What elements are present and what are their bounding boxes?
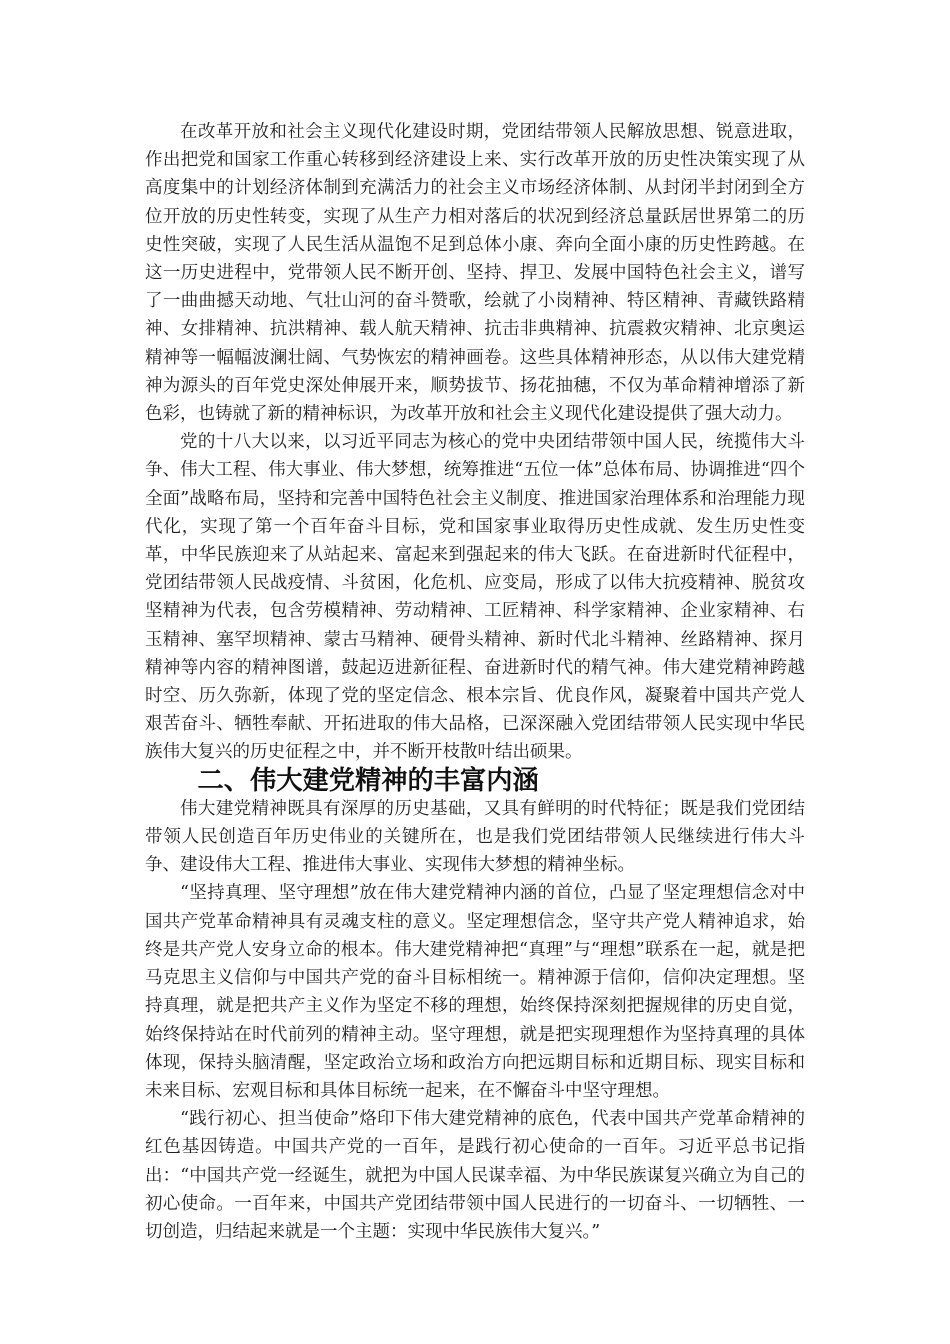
paragraph-new-era: 党的十八大以来，以习近平同志为核心的党中央团结带领中国人民，统揽伟大斗争、伟大工程、伟大事业、伟大梦想，统筹推进“五位一体”总体布局、协调推进“四个全面”战略布局，坚持和完善中国特色社会主义制度、推进国家治理体系和治理能力现代化，实现了第一个百年奋斗目标，党和国家事业取得历史性成就、发生历史性变革，中华民族迎来了从站起来、富起来到强起来的伟大飞跃。在奋进新时代征程中，党团结带领人民战疫情、斗贫困，化危机、应变局，形成了以伟大抗疫精神、脱贫攻坚精神为代表，包含劳模精神、劳动精神、工匠精神、科学家精神、企业家精神、右玉精神、塞罕坝精神、蒙古马精神、硬骨头精神、新时代北斗精神、丝路精神、探月精神等内容的精神图谱，鼓起迈进新征程、奋进新时代的精气神。伟大建党精神跨越时空、历久弥新，体现了党的坚定信念、根本宗旨、优良作风，凝聚着中国共产党人艰苦奋斗、牺牲奉献、开拓进取的伟大品格，已深深融入党团结带领人民实现中华民族伟大复兴的历史征程之中，并不断开枝散叶结出硕果。 (145, 432, 805, 763)
section-heading: 二、伟大建党精神的丰富内涵 (197, 764, 539, 796)
paragraph-truth-ideal: “坚持真理、坚守理想”放在伟大建党精神内涵的首位，凸显了坚定理想信念对中国共产党革命精神具有灵魂支柱的意义。坚定理想信念，坚守共产党人精神追求，始终是共产党人安身立命的根本。伟大建党精神把“真理”与“理想”联系在一起，就是把马克思主义信仰与中国共产党的奋斗目标相统一。精神源于信仰，信仰决定理想。坚持真理，就是把共产主义作为坚定不移的理想，始终保持深刻把握规律的历史自觉，始终保持站在时代前列的精神主动。坚守理想，就是把实现理想作为坚持真理的具体体现，保持头脑清醒，坚定政治立场和政治方向把远期目标和近期目标、现实目标和未来目标、宏观目标和具体目标统一起来，在不懈奋斗中坚守理想。 (145, 883, 805, 1101)
paragraph-reform-era: 在改革开放和社会主义现代化建设时期，党团结带领人民解放思想、锐意进取，作出把党和国家工作重心转移到经济建设上来、实行改革开放的历史性决策实现了从高度集中的计划经济体制到充满活力的社会主义市场经济体制、从封闭半封闭到全方位开放的历史性转变，实现了从生产力相对落后的状况到经济总量跃居世界第二的历史性突破，实现了人民生活从温饱不足到总体小康、奔向全面小康的历史性跨越。在这一历史进程中，党带领人民不断开创、坚持、捍卫、发展中国特色社会主义，谱写了一曲曲撼天动地、气壮山河的奋斗赞歌，绘就了小岗精神、特区精神、青藏铁路精神、女排精神、抗洪精神、载人航天精神、抗击非典精神、抗震救灾精神、北京奥运精神等一幅幅波澜壮阔、气势恢宏的精神画卷。这些具体精神形态，从以伟大建党精神为源头的百年党史深处伸展开来，顺势拔节、扬花抽穗，不仅为革命精神增添了新色彩，也铸就了新的精神标识，为改革开放和社会主义现代化建设提供了强大动力。 (145, 122, 805, 425)
paragraph-mission: “践行初心、担当使命”烙印下伟大建党精神的底色，代表中国共产党革命精神的红色基因铸造。中国共产党的一百年，是践行初心使命的一百年。习近平总书记指出：“中国共产党一经诞生，就把为中国人民谋幸福、为中华民族谋复兴确立为自己的初心使命。一百年来，中国共产党团结带领中国人民进行的一切奋斗、一切牺牲、一切创造，归结起来就是一个主题：实现中华民族伟大复兴。” (145, 1109, 805, 1242)
document-page (145, 118, 805, 1246)
paragraph-intro: 伟大建党精神既具有深厚的历史基础，又具有鲜明的时代特征；既是我们党团结带领人民创造百年历史伟业的关键所在，也是我们党团结带领人民继续进行伟大斗争、建设伟大工程、推进伟大事业、实现伟大梦想的精神坐标。 (145, 798, 805, 876)
